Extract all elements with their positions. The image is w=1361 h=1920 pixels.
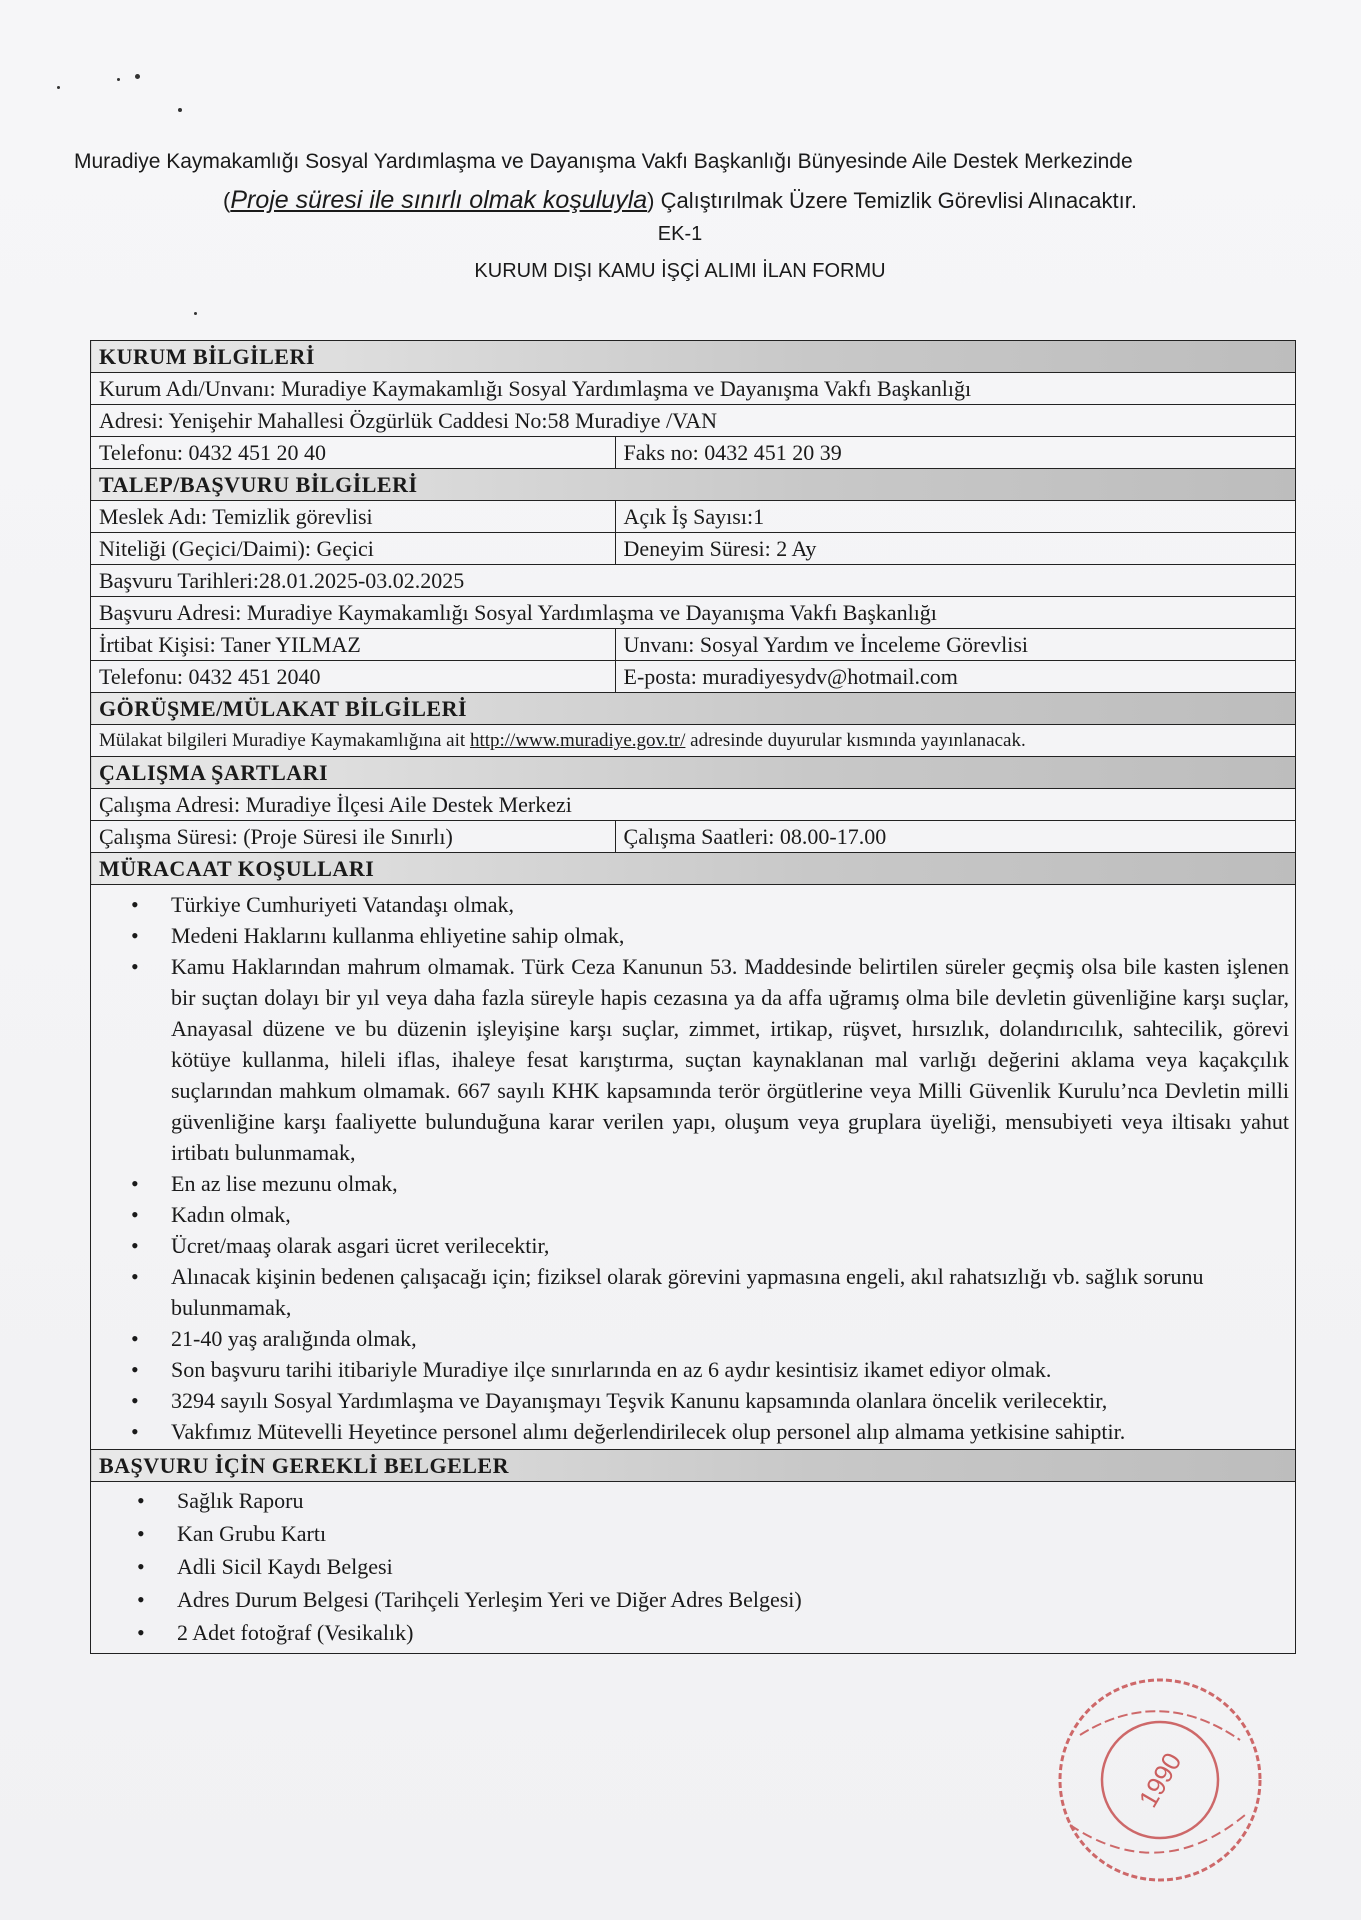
condition-item: • Ücret/maaş olarak asgari ücret verilecektir, (171, 1230, 1295, 1261)
condition-item: • Türkiye Cumhuriyeti Vatandaşı olmak, (171, 889, 1295, 920)
work-hours: Çalışma Saatleri: 08.00-17.00 (615, 821, 1295, 853)
annex-label: EK-1 (657, 223, 703, 245)
municipality-website-link[interactable]: http://www.muradiye.gov.tr/ (469, 730, 686, 751)
application-dates: Başvuru Tarihleri:28.01.2025-03.02.2025 (91, 565, 1296, 597)
contact-person: İrtibat Kişisi: Taner YILMAZ (91, 629, 616, 661)
institution-name: Kurum Adı/Unvanı: Muradiye Kaymakamlığı Sosyal Yardımlaşma ve Dayanışma Vakfı Başkanlığı (91, 373, 1296, 405)
section-calisma: ÇALIŞMA ŞARTLARI (91, 757, 1296, 789)
job-nature: Niteliği (Geçici/Daimi): Geçici (91, 533, 616, 565)
document-item: • Adres Durum Belgesi (Tarihçeli Yerleşim Yeri ve Diğer Adres Belgesi) (177, 1583, 1295, 1616)
document-item: • 2 Adet fotoğraf (Vesikalık) (177, 1616, 1295, 1649)
condition-item: • Medeni Haklarını kullanma ehliyetine sahip olmak, (171, 920, 1295, 951)
document-item: • Adli Sicil Kaydı Belgesi (177, 1550, 1295, 1583)
condition-item: • Alınacak kişinin bedenen çalışacağı için; fiziksel olarak görevini yapmasına engeli, akıl rahatsızlığı vb. sağlık sorunu bulunmamak, (171, 1261, 1295, 1323)
condition-item: • Son başvuru tarihi itibariyle Muradiye ilçe sınırlarında en az 6 aydır kesintisiz ikamet ediyor olmak. (171, 1354, 1295, 1385)
section-muracaat: MÜRACAAT KOŞULLARI (91, 853, 1296, 885)
announcement-header (60, 150, 1300, 283)
job-announcement-form (90, 340, 1296, 1654)
work-duration: Çalışma Süresi: (Proje Süresi ile Sınırlı) (91, 821, 616, 853)
document-item: • Kan Grubu Kartı (177, 1517, 1295, 1550)
section-kurum: KURUM BİLGİLERİ (91, 341, 1296, 373)
section-belgeler: BAŞVURU İÇİN GEREKLİ BELGELER (91, 1450, 1296, 1482)
section-talep: TALEP/BAŞVURU BİLGİLERİ (91, 469, 1296, 501)
experience-duration: Deneyim Süresi: 2 Ay (615, 533, 1295, 565)
condition-item: • 21-40 yaş aralığında olmak, (171, 1323, 1295, 1354)
condition-item: • En az lise mezunu olmak, (171, 1168, 1295, 1199)
application-conditions-list (91, 889, 1295, 1447)
announcement-line-2: (Proje süresi ile sınırlı olmak koşuluyla) Çalıştırılmak Üzere Temizlik Görevlisi Alınacaktır. (223, 186, 1137, 214)
section-gorusme: GÖRÜŞME/MÜLAKAT BİLGİLERİ (91, 693, 1296, 725)
institution-fax: Faks no: 0432 451 20 39 (615, 437, 1295, 469)
work-address: Çalışma Adresi: Muradiye İlçesi Aile Destek Merkezi (91, 789, 1296, 821)
condition-item: • Kadın olmak, (171, 1199, 1295, 1230)
contact-phone: Telefonu: 0432 451 2040 (91, 661, 616, 693)
application-address: Başvuru Adresi: Muradiye Kaymakamlığı Sosyal Yardımlaşma ve Dayanışma Vakfı Başkanlığı (91, 597, 1296, 629)
condition-item: • Kamu Haklarından mahrum olmamak. Türk Ceza Kanunun 53. Maddesinde belirtilen süreler geçmiş olsa bile kasten işlenen bir suçtan dolayı bir yıl veya daha fazla süreyle hapis cezasına ya da affa uğramış olma bile devletin güvenliğine karşı suçlar, Anayasal düzene ve bu düzenin işleyişine karşı suçlar, zimmet, irtikap, rüşvet, hırsızlık, dolandırıcılık, sahtecilik, görevi kötüye kullanma, hileli iflas, ihaleye fesat karıştırma, suçtan kaynaklanan mal varlığı değerini aklama veya kaçakçılık suçlarından mahkum olmamak. 667 sayılı KHK kapsamında terör örgütlerine veya Milli Güvenlik Kurulu’nca Devletin milli güvenliğine karşı faaliyette bulunduğuna karar verilen yapı, oluşum veya gruplara üyeliği, mensubiyeti veya iltisakı yahut irtibatı bulunmamak, (171, 951, 1295, 1168)
project-duration-note: Proje süresi ile sınırlı olmak koşuluyla (230, 186, 648, 214)
form-title: KURUM DIŞI KAMU İŞÇİ ALIMI İLAN FORMU (474, 260, 886, 282)
required-documents-list (91, 1484, 1295, 1649)
interview-info: Mülakat bilgileri Muradiye Kaymakamlığına ait http://www.muradiye.gov.tr/ adresinde duyurular kısmında yayınlanacak. (91, 725, 1296, 757)
profession-name: Meslek Adı: Temizlik görevlisi (91, 501, 616, 533)
condition-item: • 3294 sayılı Sosyal Yardımlaşma ve Dayanışmayı Teşvik Kanunu kapsamında olanlara öncelik verilecektir, (171, 1385, 1295, 1416)
open-positions: Açık İş Sayısı:1 (615, 501, 1295, 533)
stamp-year: 1990 (1132, 1747, 1188, 1813)
institution-phone: Telefonu: 0432 451 20 40 (91, 437, 616, 469)
document-item: • Sağlık Raporu (177, 1484, 1295, 1517)
condition-item: • Vakfımız Mütevelli Heyetince personel alımı değerlendirilecek olup personel alıp almama yetkisine sahiptir. (171, 1416, 1295, 1447)
contact-title: Unvanı: Sosyal Yardım ve İnceleme Görevlisi (615, 629, 1295, 661)
official-seal-stamp (1010, 1665, 1270, 1915)
institution-address: Adresi: Yenişehir Mahallesi Özgürlük Caddesi No:58 Muradiye /VAN (91, 405, 1296, 437)
contact-email: E-posta: muradiyesydv@hotmail.com (615, 661, 1295, 693)
announcement-line-1: Muradiye Kaymakamlığı Sosyal Yardımlaşma ve Dayanışma Vakfı Başkanlığı Bünyesinde Aile Destek Merkezinde (74, 150, 1133, 173)
